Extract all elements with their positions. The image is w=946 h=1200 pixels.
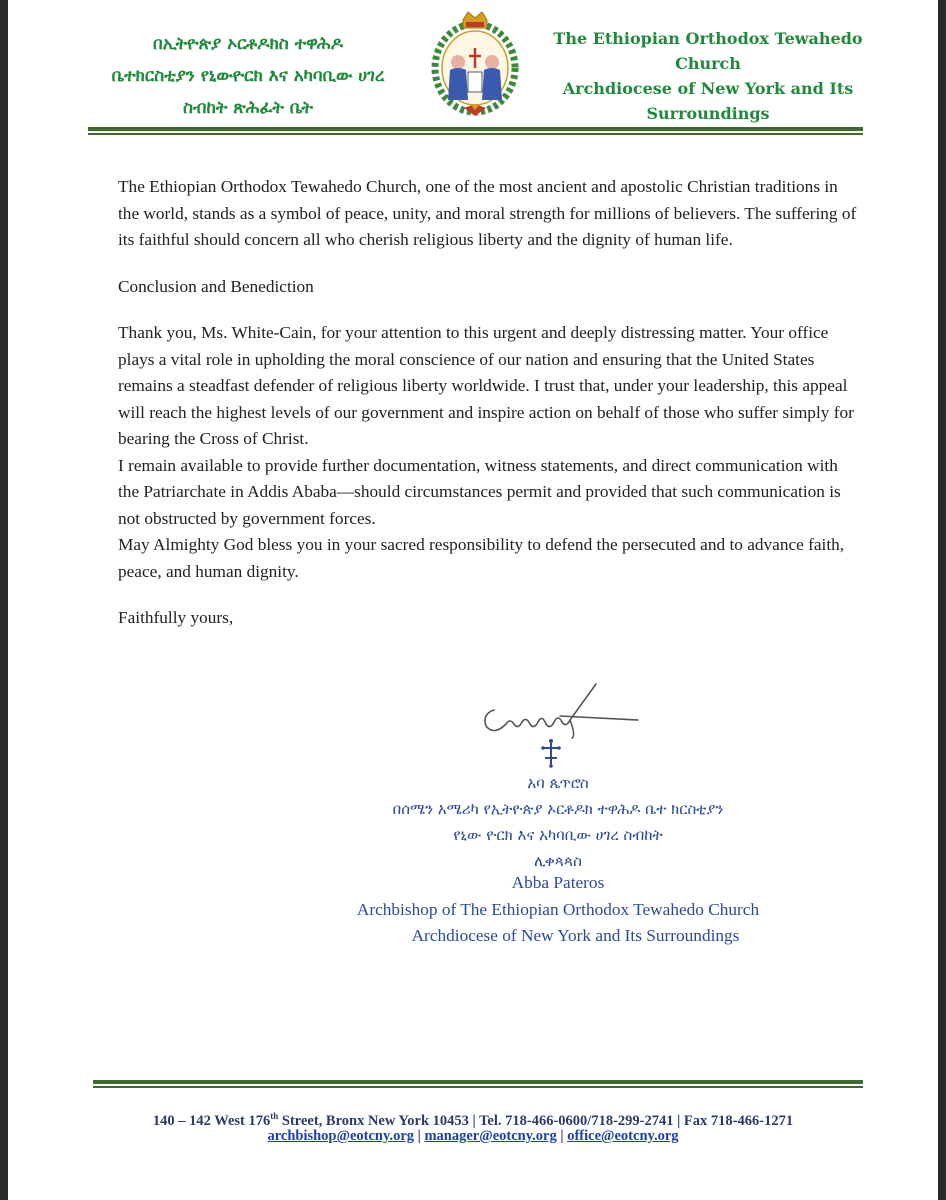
- footer-divider-thick: [93, 1080, 863, 1084]
- signer-title-line-2: Archdiocese of New York and Its Surroundings: [411, 926, 740, 945]
- email-link-manager[interactable]: manager@eotcny.org: [424, 1128, 557, 1144]
- footer-separator: |: [414, 1128, 425, 1144]
- header-divider-thin: [88, 133, 863, 135]
- cross-icon: [539, 738, 563, 768]
- signer-name: Abba Pateros: [511, 873, 605, 892]
- body-paragraph-3: I remain available to provide further documentation, witness statements, and direct communication with the Patriarchate in Addis Ababa—should circumstances permit and provided that such communication is not obstructed by government forces.: [118, 455, 841, 528]
- signature-amharic-line-1: አባ ጴጥሮስ: [527, 774, 589, 792]
- letterhead-amharic: [88, 28, 408, 124]
- letterhead-english-line-4: Surroundings: [646, 104, 770, 123]
- footer-email-links: [28, 1126, 918, 1146]
- footer-divider-thin: [93, 1086, 863, 1088]
- body-paragraph-1: The Ethiopian Orthodox Tewahedo Church, one of the most ancient and apostolic Christian traditions in the world, stands as a symbol of peace, unity, and moral strength for millions of believers. The suffering of its faithful should concern all who cherish religious liberty and the dignity of human life.: [118, 177, 857, 249]
- letterhead-english-line-3: Archdiocese of New York and Its: [562, 79, 854, 98]
- section-heading: Conclusion and Benediction: [118, 276, 314, 296]
- letterhead-english-line-2: Church: [675, 54, 741, 73]
- header-divider-thick: [88, 127, 863, 131]
- handwritten-signature: [476, 680, 646, 740]
- signature-english-block: [298, 870, 818, 950]
- body-paragraph-2: Thank you, Ms. White-Cain, for your attention to this urgent and deeply distressing matter. Your office plays a vital role in upholding the moral conscience of our nation and ensuring that the United States remains a steadfast defender of religious liberty worldwide. I trust that, under your leadership, this appeal will reach the highest levels of our government and inspire action on behalf of those who suffer simply for bearing the Cross of Christ.: [118, 323, 854, 448]
- footer-separator: |: [556, 1128, 568, 1144]
- letterhead-amharic-line-3: ስብከት ጽሕፈት ቤት: [182, 98, 313, 118]
- signature-amharic-block: [308, 770, 808, 874]
- letter-body: [118, 174, 858, 632]
- footer-address-sup: th: [270, 1111, 279, 1121]
- letterhead-english: [543, 26, 873, 126]
- email-link-archbishop[interactable]: archbishop@eotcny.org: [267, 1128, 415, 1144]
- signature-amharic-line-2: በሰሜን አሜሪካ የኢትዮጵያ ኦርቶዶክ ተዋሕዶ ቤተ ክርስቲያን: [392, 800, 724, 818]
- signature-amharic-line-3: የኒው ዮርክ እና አካባቢው ሀገረ ስብከት: [453, 826, 663, 844]
- letterhead-amharic-line-2: ቤተክርስቲያን የኒውዮርክ እና አካባቢው ሀገረ: [111, 66, 385, 86]
- footer-address-suffix: Street, Bronx New York 10453 | Tel. 718-466-0600/718-299-2741 | Fax 718-466-1271: [278, 1112, 794, 1129]
- email-link-office[interactable]: office@eotcny.org: [567, 1128, 679, 1144]
- signature-amharic-line-4: ሊቀጳጳስ: [534, 852, 582, 870]
- footer-address-prefix: 140 – 142 West 176: [152, 1112, 271, 1129]
- closing-salutation: Faithfully yours,: [118, 608, 234, 627]
- letter-page: [8, 0, 938, 1200]
- letterhead-amharic-line-1: በኢትዮጵያ ኦርቶዶክስ ተዋሕዶ: [152, 34, 344, 54]
- church-emblem-icon: [418, 10, 533, 120]
- letterhead-english-line-1: The Ethiopian Orthodox Tewahedo: [553, 29, 863, 48]
- signer-title-line-1: Archbishop of The Ethiopian Orthodox Tewahedo Church: [356, 899, 760, 919]
- body-paragraph-4: May Almighty God bless you in your sacred responsibility to defend the persecuted and to advance faith, peace, and human dignity.: [118, 535, 845, 581]
